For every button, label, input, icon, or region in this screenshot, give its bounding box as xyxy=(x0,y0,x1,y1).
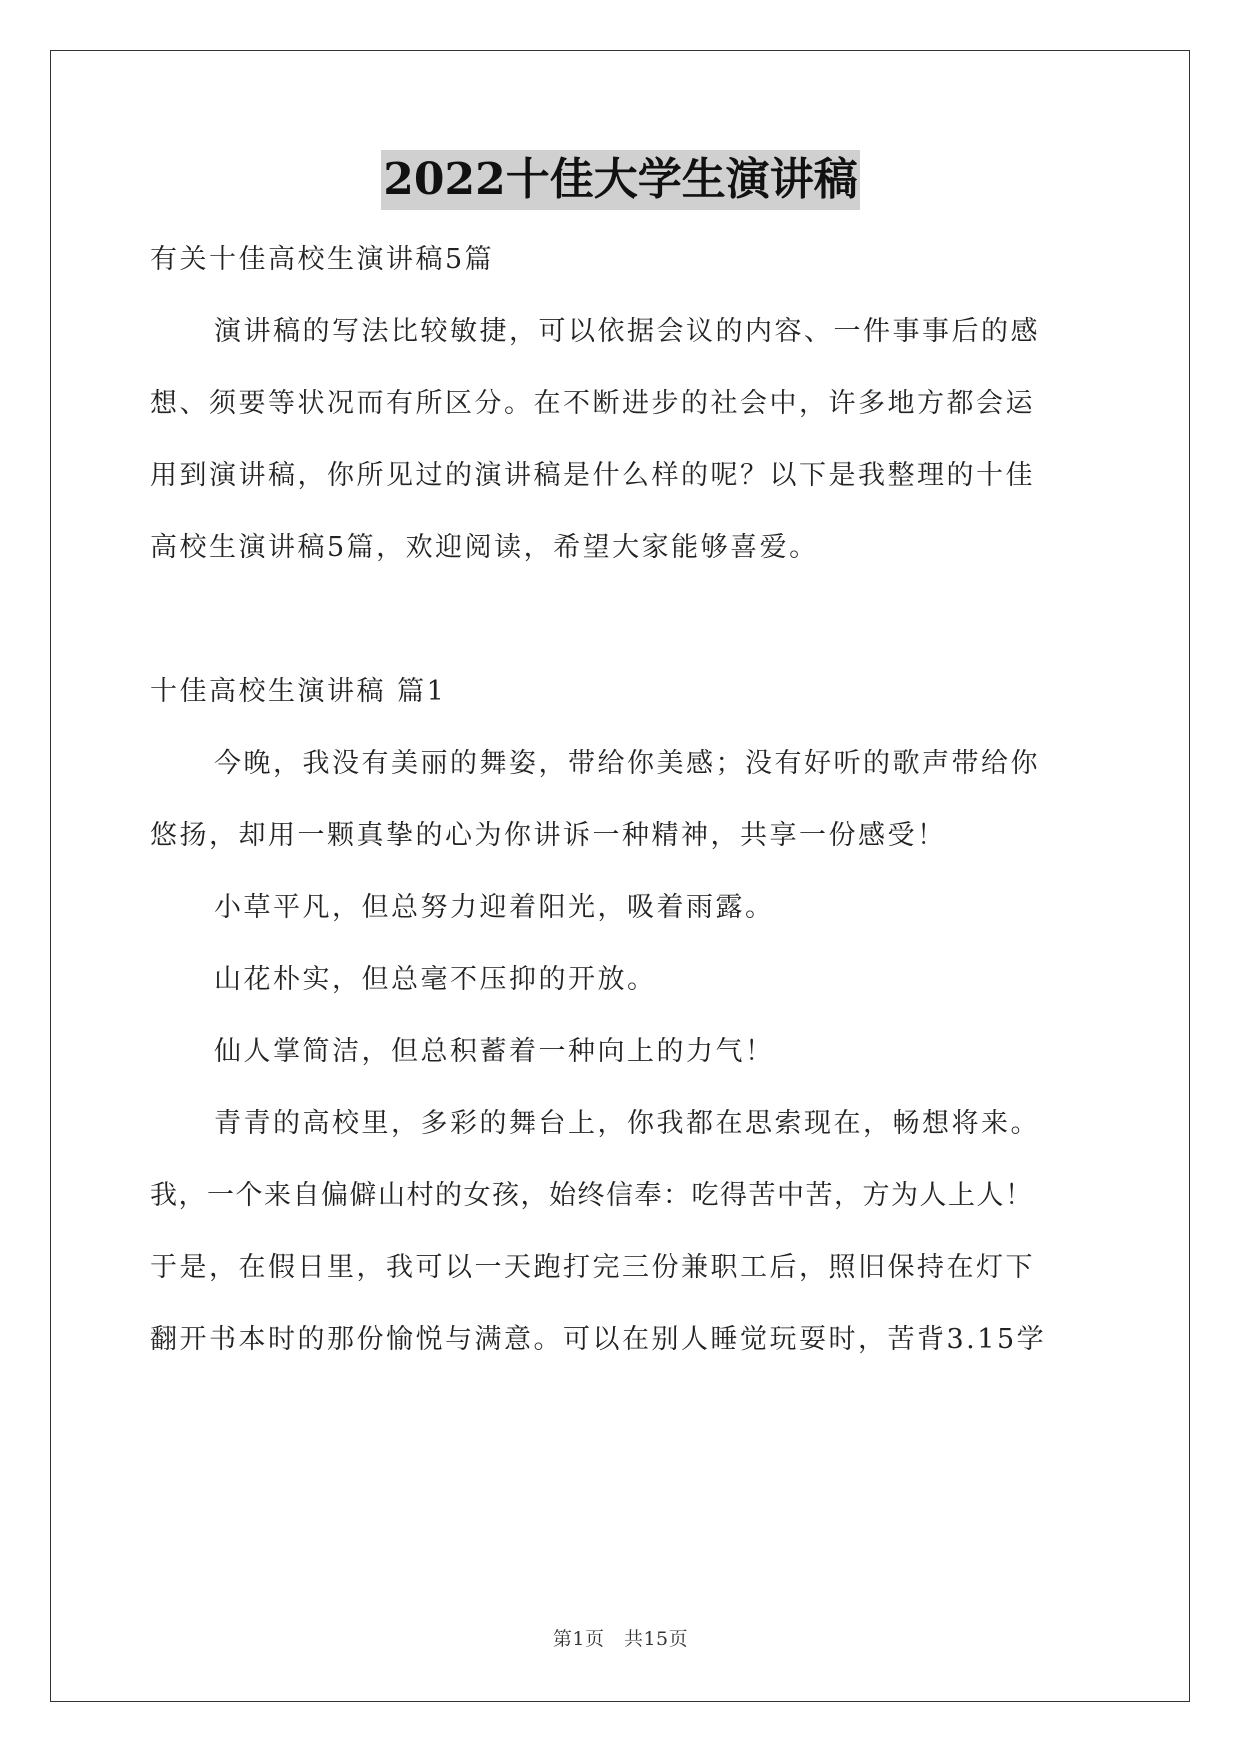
body-line: 小草平凡，但总努力迎着阳光，吸着雨露。 xyxy=(214,892,775,923)
intro-line: 想、须要等状况而有所区分。在不断进步的社会中，许多地方都会运 xyxy=(150,388,1035,419)
page-border xyxy=(50,50,1190,1702)
subtitle: 有关十佳高校生演讲稿5篇 xyxy=(150,244,495,275)
intro-line: 高校生演讲稿5篇，欢迎阅读，希望大家能够喜爱。 xyxy=(150,532,819,563)
intro-line: 演讲稿的写法比较敏捷，可以依据会议的内容、一件事事后的感 xyxy=(214,316,1040,347)
body-line: 青青的高校里，多彩的舞台上，你我都在思索现在，畅想将来。 xyxy=(214,1108,1040,1139)
title-wrap xyxy=(0,150,1241,210)
body-line: 于是，在假日里，我可以一天跑打完三份兼职工后，照旧保持在灯下 xyxy=(150,1252,1035,1283)
body-line: 今晚，我没有美丽的舞姿，带给你美感；没有好听的歌声带给你 xyxy=(214,748,1040,779)
document-title: 2022十佳大学生演讲稿 xyxy=(381,150,859,210)
body-line: 仙人掌简洁，但总积蓄着一种向上的力气！ xyxy=(214,1036,775,1067)
body-line: 翻开书本时的那份愉悦与满意。可以在别人睡觉玩耍时，苦背3.15学 xyxy=(150,1324,1047,1355)
page-footer: 第1页 共15页 xyxy=(552,1628,689,1650)
body-line: 山花朴实，但总毫不压抑的开放。 xyxy=(214,964,657,995)
section-heading: 十佳高校生演讲稿 篇1 xyxy=(150,676,447,707)
body-line: 悠扬，却用一颗真挚的心为你讲诉一种精神，共享一份感受！ xyxy=(150,820,947,851)
intro-line: 用到演讲稿，你所见过的演讲稿是什么样的呢？以下是我整理的十佳 xyxy=(150,460,1035,491)
body-line: 我，一个来自偏僻山村的女孩，始终信奉：吃得苦中苦，方为人上人！ xyxy=(150,1180,1034,1211)
